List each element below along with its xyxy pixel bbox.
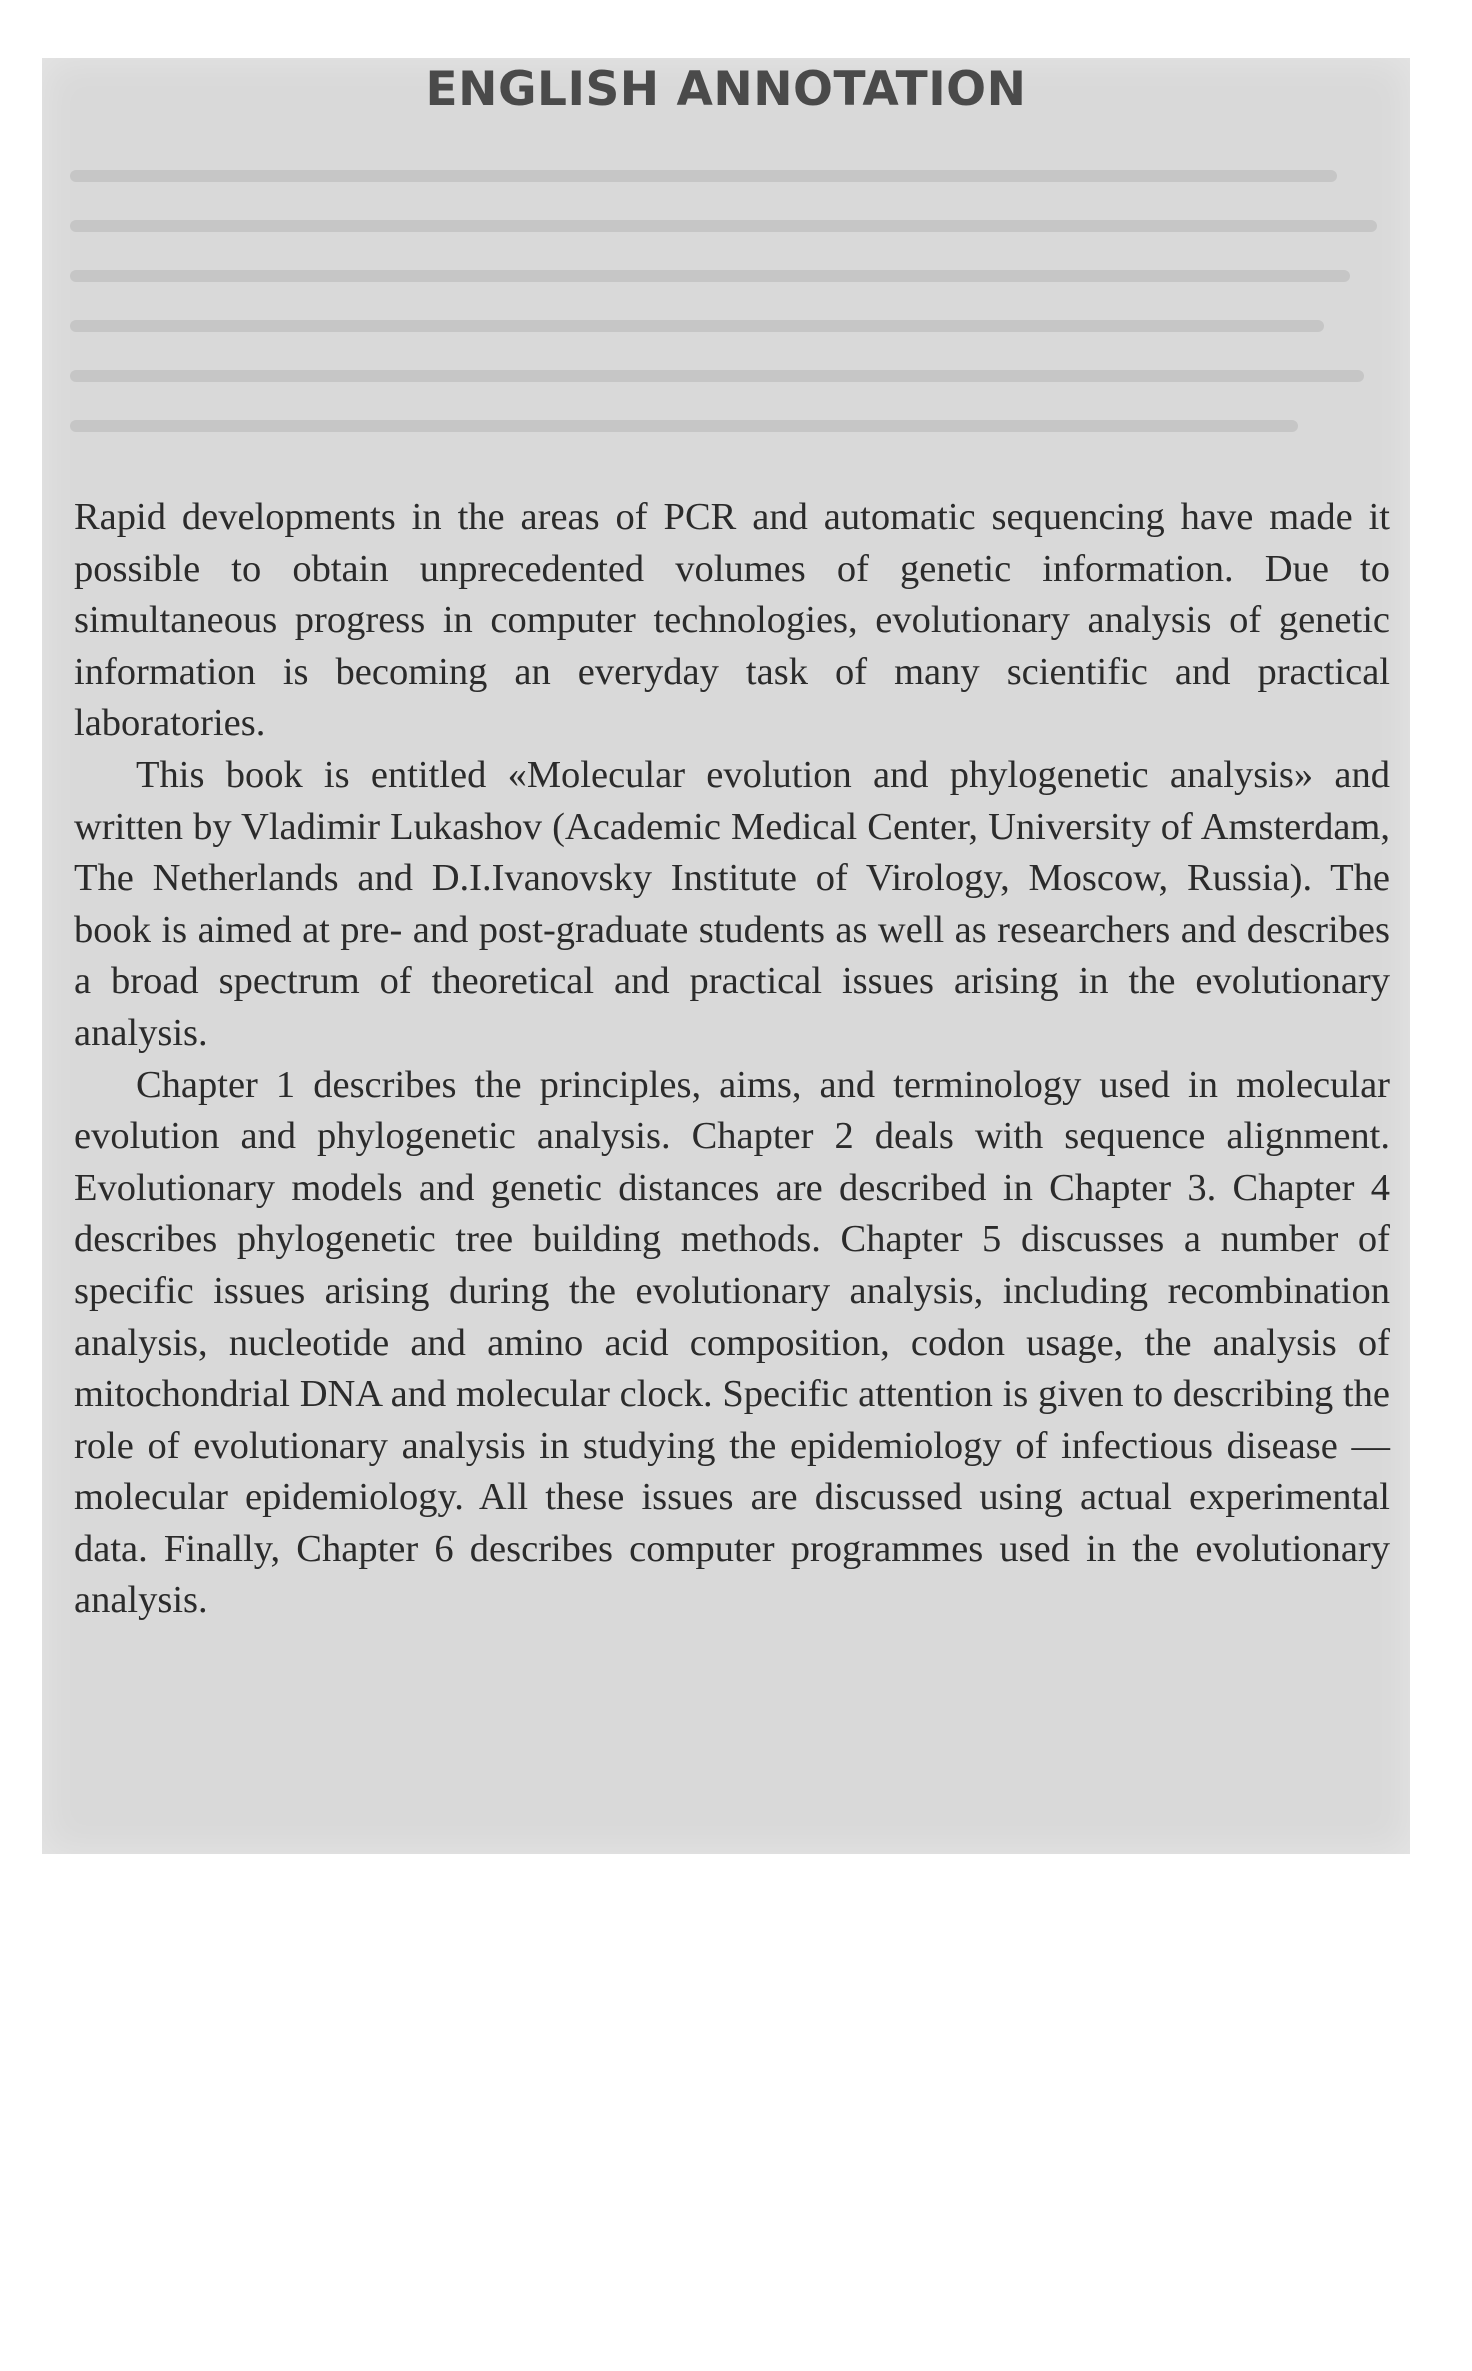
paragraph-chapters: Chapter 1 describes the principles, aims, and terminology used in molecular evolution and phylogenetic analysis. Chapter 2 deals with sequence alignment. Evolutionary models and genetic distances are described in Chapter 3. Chapter 4 describes phylogenetic tree building methods. Chapter 5 discusses a number of specific issues arising during the evolutionary analysis, including recombination analysis, nucleotide and amino acid composition, codon usage, the analysis of mitochondrial DNA and molecular clock. Specific attention is given to describing the role of evolutionary analysis in studying the epidemiology of infectious disease — molecular epidemiology. All these issues are discussed using actual experimental data. Finally, Chapter 6 describes computer programmes used in the evolutionary analysis. [74,1063,1390,1622]
annotation-body [74,492,1390,1627]
page-title: ENGLISH ANNOTATION [425,62,1027,117]
paragraph-intro: Rapid developments in the areas of PCR and automatic sequencing have made it possible to obtain unprecedented volumes of genetic information. Due to simultaneous progress in computer technologies, evolutionary analysis of genetic information is becoming an everyday task of many scientific and practical laboratories. [74,496,1390,745]
paragraph-book-info: This book is entitled «Molecular evolution and phylogenetic analysis» and written by Vladimir Lukashov (Academic Medical Center, University of Amsterdam, The Netherlands and D.I.Ivanovsky Institute of Virology, Moscow, Russia). The book is aimed at pre- and post-graduate students as well as researchers and describes a broad spectrum of theoretical and practical issues arising in the evolutionary analysis. [74,753,1390,1054]
bleed-through-text [70,170,1390,490]
